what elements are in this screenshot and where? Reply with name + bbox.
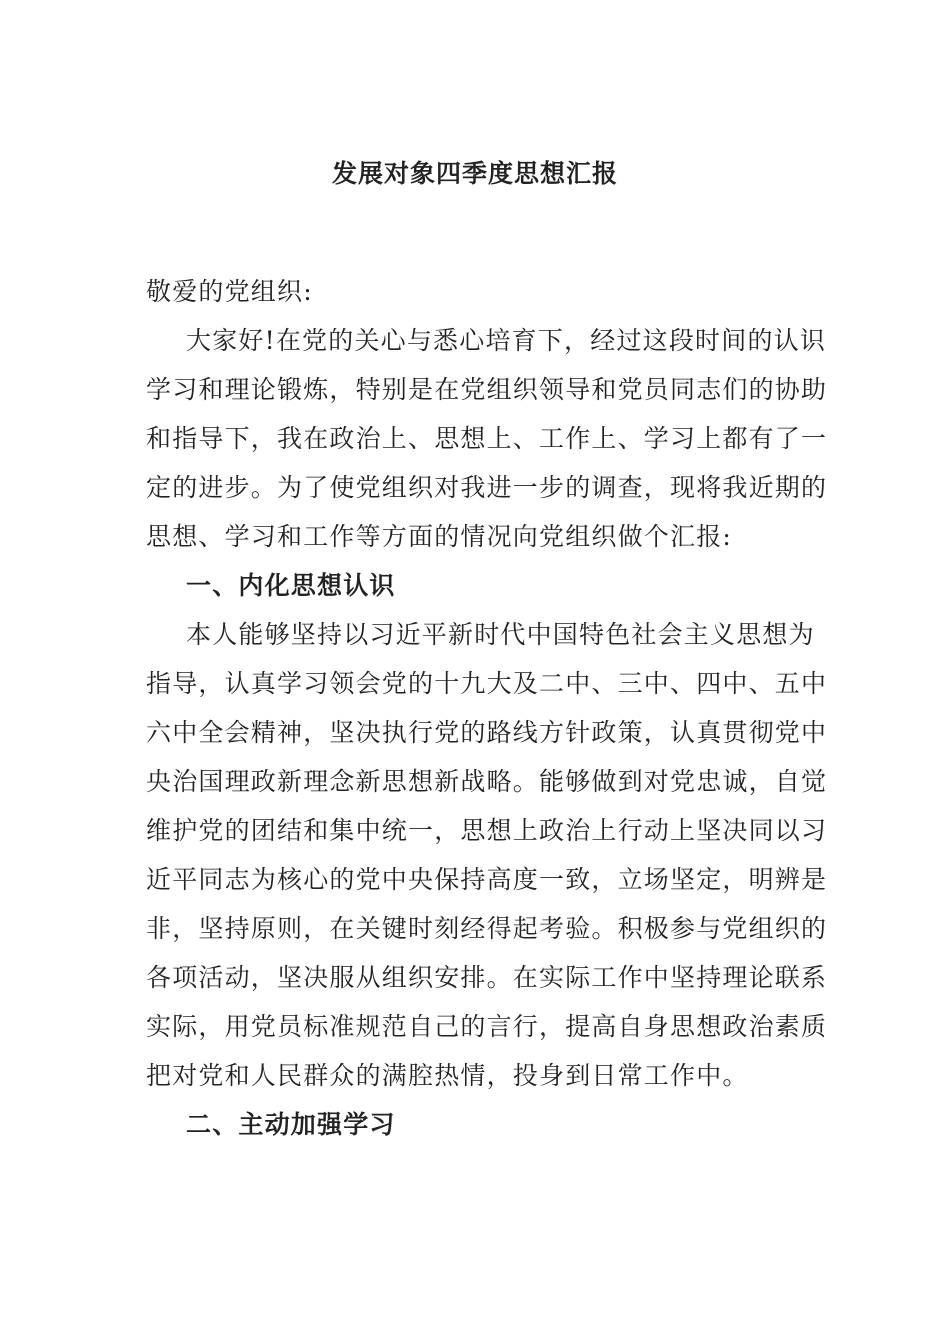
paragraph-line: 指导，认真学习领会党的十九大及二中、三中、四中、五中 (146, 669, 828, 698)
document-title: 发展对象四季度思想汇报 (331, 159, 618, 188)
paragraph-line: 大家好!在党的关心与悉心培育下，经过这段时间的认识 (186, 326, 827, 355)
paragraph-line: 和指导下，我在政治上、思想上、工作上、学习上都有了一 (146, 424, 828, 453)
salutation: 敬爱的党组织: (146, 277, 313, 306)
paragraph-line: 各项活动，坚决服从组织安排。在实际工作中坚持理论联系 (146, 963, 828, 992)
paragraph-line: 定的进步。为了使党组织对我进一步的调查，现将我近期的 (146, 473, 828, 502)
section-heading-1: 一、内化思想认识 (186, 571, 396, 600)
paragraph-line: 非，坚持原则，在关键时刻经得起考验。积极参与党组织的 (146, 914, 828, 943)
document-body (146, 267, 828, 1149)
paragraph-line: 实际，用党员标准规范自己的言行，提高自身思想政治素质 (146, 1012, 828, 1041)
paragraph-line: 六中全会精神，坚决执行党的路线方针政策，认真贯彻党中 (146, 718, 828, 747)
paragraph-line: 把对党和人民群众的满腔热情，投身到日常工作中。 (146, 1061, 749, 1090)
paragraph-line: 思想、学习和工作等方面的情况向党组织做个汇报: (146, 522, 733, 551)
paragraph-line: 近平同志为核心的党中央保持高度一致，立场坚定，明辨是 (146, 865, 828, 894)
paragraph-line: 维护党的团结和集中统一，思想上政治上行动上坚决同以习 (146, 816, 828, 845)
paragraph-line: 央治国理政新理念新思想新战略。能够做到对党忠诚，自觉 (146, 767, 828, 796)
paragraph-line: 学习和理论锻炼，特别是在党组织领导和党员同志们的协助 (146, 375, 828, 404)
section-heading-2: 二、主动加强学习 (186, 1110, 396, 1139)
paragraph-line: 本人能够坚持以习近平新时代中国特色社会主义思想为 (186, 620, 815, 649)
